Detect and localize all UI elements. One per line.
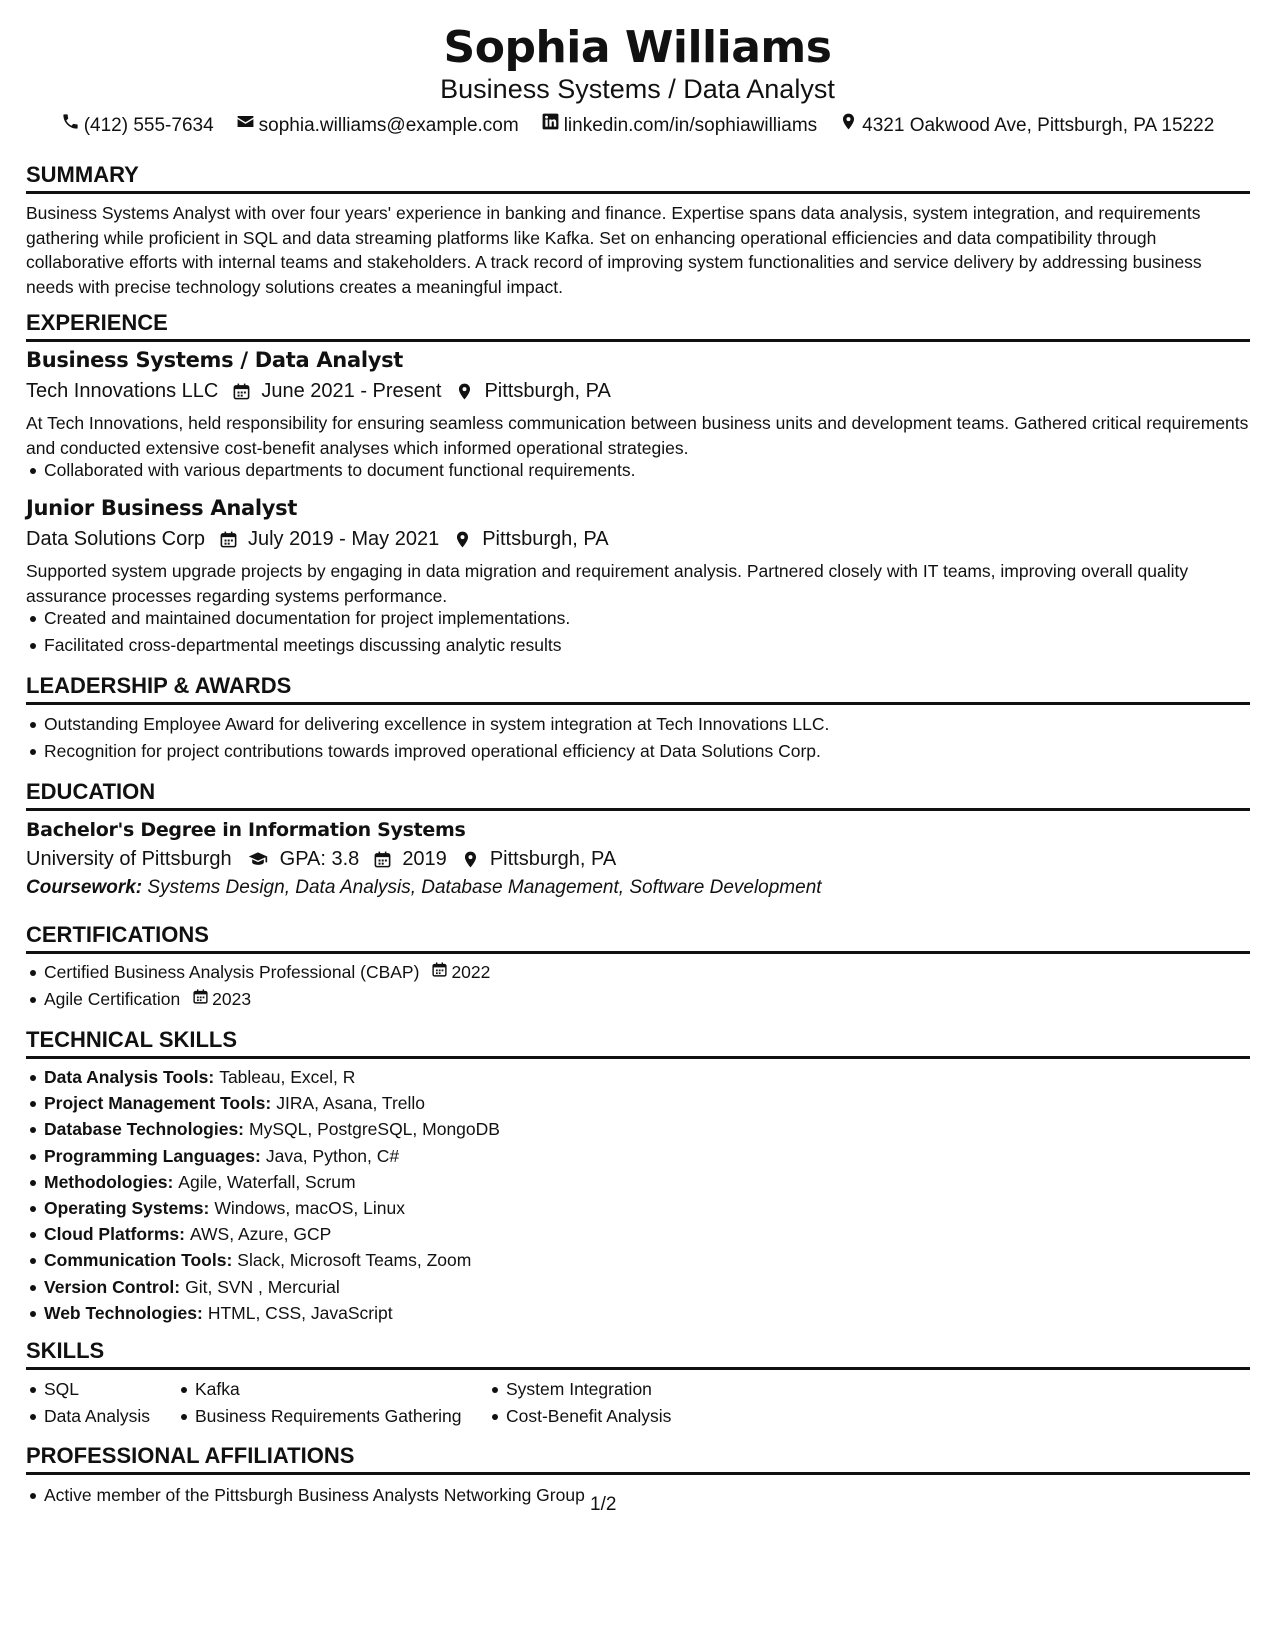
- list-item: Communication Tools: Slack, Microsoft Teams, Zoom: [26, 1247, 500, 1273]
- list-item: Outstanding Employee Award for delivering excellence in system integration at Tech Innovations LLC.: [26, 711, 829, 738]
- list-item: Cost-Benefit Analysis: [488, 1403, 671, 1430]
- coursework-list: Systems Design, Data Analysis, Database Management, Software Development: [147, 877, 822, 898]
- job-title: Business Systems / Data Analyst: [26, 348, 404, 372]
- list-item: Recognition for project contributions towards improved operational efficiency at Data Solutions Corp.: [26, 738, 829, 765]
- section-heading-skills: SKILLS: [26, 1337, 1250, 1370]
- location-pin-icon: [453, 530, 472, 549]
- linkedin-icon: [541, 112, 560, 139]
- candidate-title: Business Systems / Data Analyst: [440, 74, 835, 104]
- list-item: SQL: [26, 1376, 150, 1403]
- list-item: Web Technologies: HTML, CSS, JavaScript: [26, 1300, 500, 1326]
- education-meta: [26, 845, 616, 873]
- list-item: Business Requirements Gathering: [177, 1403, 462, 1430]
- list-item: System Integration: [488, 1376, 671, 1403]
- job-description: At Tech Innovations, held responsibility for ensuring seamless communication between business units and development teams. Gathered critical requirements and conducted extensive cost-benefit analyses which informed operational strategies.: [26, 413, 1249, 458]
- phone-text: (412) 555-7634: [83, 114, 214, 136]
- cert-year: 2022: [451, 962, 491, 982]
- list-item: Data Analysis: [26, 1403, 150, 1430]
- job-location: Pittsburgh, PA: [482, 528, 609, 550]
- calendar-icon: [232, 382, 251, 401]
- list-item: [26, 986, 490, 1013]
- job-meta: [26, 377, 611, 405]
- envelope-icon: [236, 112, 255, 139]
- leadership-list: [26, 711, 829, 764]
- job-meta: [26, 525, 609, 553]
- skills-column: [177, 1376, 462, 1429]
- contact-email[interactable]: [236, 112, 519, 139]
- cert-year: 2023: [212, 988, 252, 1009]
- section-heading-leadership: LEADERSHIP & AWARDS: [26, 672, 1250, 705]
- coursework-label: Coursework:: [26, 877, 143, 898]
- list-item: Project Management Tools: JIRA, Asana, Trello: [26, 1090, 500, 1116]
- job-title: Junior Business Analyst: [26, 496, 298, 520]
- section-heading-education: EDUCATION: [26, 778, 1250, 811]
- section-heading-certifications: CERTIFICATIONS: [26, 921, 1250, 954]
- school-name: University of Pittsburgh: [26, 848, 232, 870]
- list-item: Operating Systems: Windows, macOS, Linux: [26, 1195, 500, 1221]
- coursework: [26, 875, 822, 901]
- contact-phone[interactable]: [61, 112, 214, 139]
- list-item: Programming Languages: Java, Python, C#: [26, 1143, 500, 1169]
- skills-column: [26, 1376, 150, 1429]
- company-name: Tech Innovations LLC: [26, 380, 219, 402]
- job-dates: June 2021 - Present: [261, 380, 442, 402]
- phone-icon: [61, 112, 80, 139]
- certifications-list: [26, 959, 490, 1012]
- candidate-name: Sophia Williams: [443, 22, 832, 73]
- list-item: Collaborated with various departments to document functional requirements.: [26, 457, 635, 484]
- section-heading-affiliations: PROFESSIONAL AFFILIATIONS: [26, 1442, 1250, 1475]
- affiliations-list: [26, 1482, 585, 1509]
- gpa: GPA: 3.8: [279, 848, 360, 870]
- list-item: Kafka: [177, 1376, 462, 1403]
- list-item: Created and maintained documentation for project implementations.: [26, 605, 570, 632]
- skills-column: [488, 1376, 671, 1429]
- list-item: Database Technologies: MySQL, PostgreSQL, MongoDB: [26, 1116, 500, 1142]
- list-item: Active member of the Pittsburgh Business Analysts Networking Group: [26, 1482, 585, 1509]
- graduation-cap-icon: [246, 849, 270, 869]
- graduation-year: 2019: [402, 848, 447, 870]
- list-item: Data Analysis Tools: Tableau, Excel, R: [26, 1064, 500, 1090]
- job-location: Pittsburgh, PA: [484, 380, 611, 402]
- degree-title: Bachelor's Degree in Information Systems: [26, 819, 466, 841]
- summary-text: Business Systems Analyst with over four years' experience in banking and finance. Expertise spans data analysis, system integration, and requirements gathering while proficient in SQL and data streaming platforms like Kafka. Set on enhancing operational efficiencies and data compatibility through collaborative efforts with internal teams and stakeholders. A track record of improving system functionalities and service delivery by addressing business needs with precise technology solutions creates a meaningful impact.: [26, 203, 1202, 297]
- calendar-icon: [431, 959, 448, 986]
- section-heading-experience: EXPERIENCE: [26, 309, 1250, 342]
- job-bullets: [26, 605, 570, 658]
- job-dates: July 2019 - May 2021: [247, 528, 440, 550]
- company-name: Data Solutions Corp: [26, 528, 205, 550]
- section-heading-technical-skills: TECHNICAL SKILLS: [26, 1026, 1250, 1059]
- cert-name: Agile Certification: [44, 988, 181, 1009]
- linkedin-text: linkedin.com/in/sophiawilliams: [563, 114, 818, 136]
- calendar-icon: [192, 986, 209, 1013]
- list-item: Facilitated cross-departmental meetings discussing analytic results: [26, 632, 570, 659]
- calendar-icon: [373, 850, 392, 869]
- contact-bar: [0, 112, 1275, 139]
- list-item: Cloud Platforms: AWS, Azure, GCP: [26, 1221, 500, 1247]
- job-description: Supported system upgrade projects by engaging in data migration and requirement analysis. Partnered closely with IT teams, improving overall quality assurance processes regarding systems performance.: [26, 561, 1189, 606]
- cert-name: Certified Business Analysis Professional (CBAP): [44, 962, 420, 982]
- technical-skills-list: [26, 1064, 500, 1326]
- contact-address: [839, 112, 1214, 139]
- page-number: 1/2: [590, 1494, 617, 1515]
- address-text: 4321 Oakwood Ave, Pittsburgh, PA 15222: [862, 114, 1215, 136]
- list-item: [26, 959, 490, 986]
- list-item: Methodologies: Agile, Waterfall, Scrum: [26, 1169, 500, 1195]
- contact-linkedin[interactable]: [541, 112, 817, 139]
- email-text: sophia.williams@example.com: [258, 114, 519, 136]
- list-item: Version Control: Git, SVN , Mercurial: [26, 1274, 500, 1300]
- location-pin-icon: [455, 382, 474, 401]
- school-location: Pittsburgh, PA: [489, 848, 617, 870]
- section-heading-summary: SUMMARY: [26, 161, 1250, 194]
- calendar-icon: [219, 530, 238, 549]
- location-pin-icon: [461, 850, 480, 869]
- job-bullets: [26, 457, 635, 484]
- location-pin-icon: [839, 112, 858, 139]
